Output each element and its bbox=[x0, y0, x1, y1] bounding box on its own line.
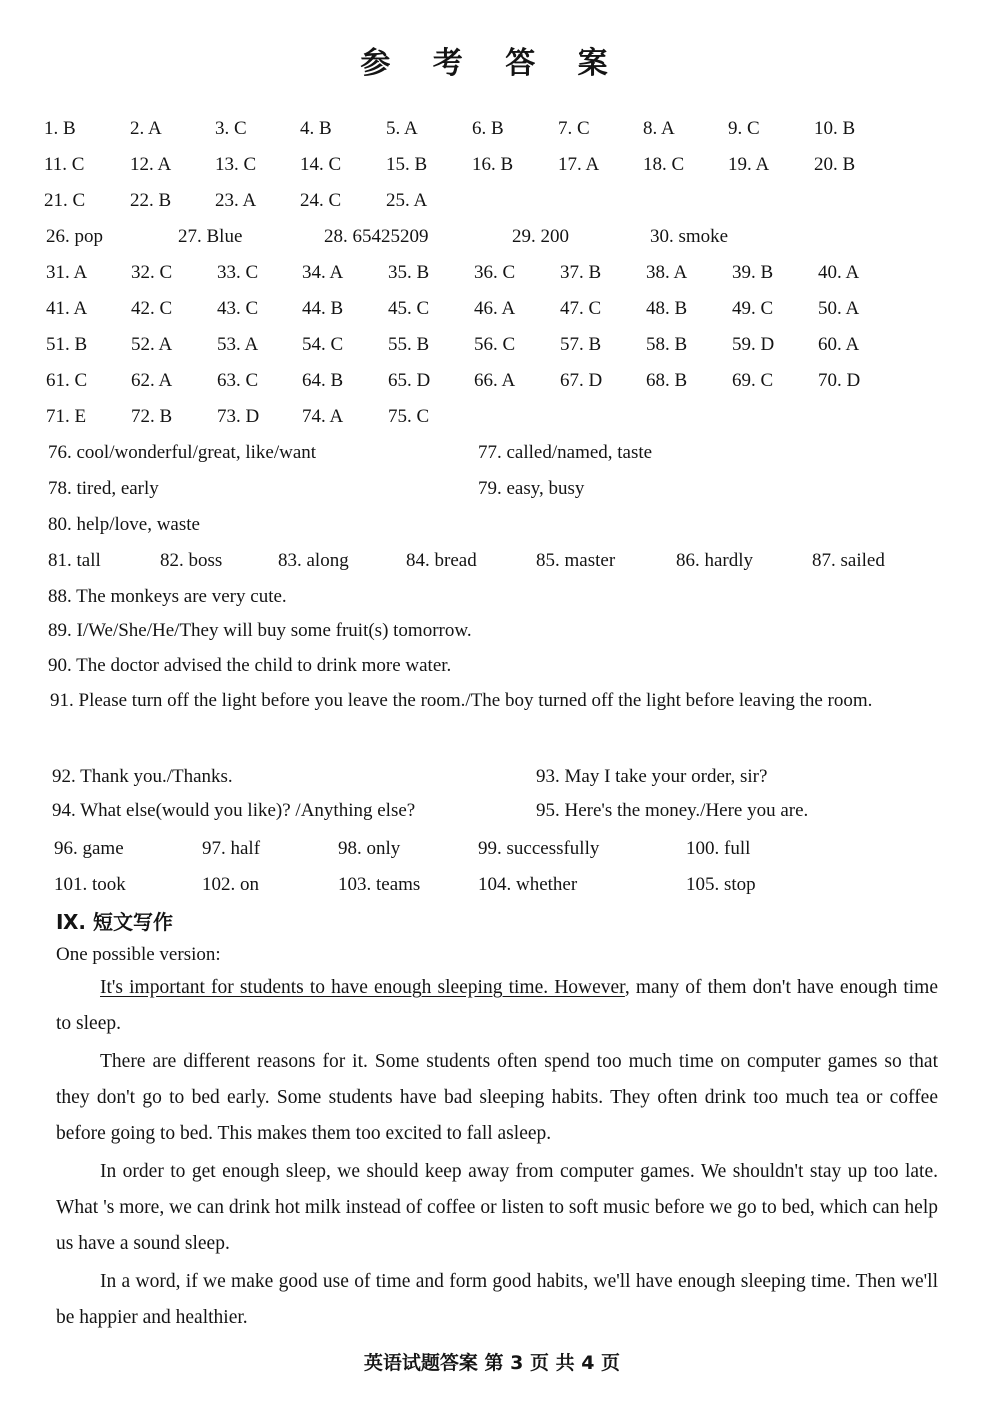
answer-item: 48. B bbox=[646, 298, 688, 319]
answer-item: 61. C bbox=[46, 370, 88, 391]
answer-item: 95. Here's the money./Here you are. bbox=[536, 800, 809, 821]
answer-row-71-75 bbox=[0, 406, 984, 434]
essay-intro: One possible version: bbox=[56, 944, 221, 965]
answer-row-101-105 bbox=[0, 874, 984, 902]
answer-row-21-25 bbox=[0, 190, 984, 218]
essay-paragraph-3: In order to get enough sleep, we should keep away from computer games. We shouldn't stay up too late. What 's more, we can drink hot milk instead of coffee or listen to soft music before we go to bed, which can help us have a sound sleep. bbox=[56, 1161, 938, 1254]
answer-row-61-70 bbox=[0, 370, 984, 398]
section-title: Ⅸ. 短文写作 bbox=[56, 910, 173, 934]
answer-item: 41. A bbox=[46, 298, 88, 319]
answer-item: 59. D bbox=[732, 334, 775, 355]
answer-item: 67. D bbox=[560, 370, 603, 391]
answer-item: 94. What else(would you like)? /Anything else? bbox=[52, 800, 416, 821]
answer-item: 37. B bbox=[560, 262, 602, 283]
answer-item: 4. B bbox=[300, 118, 332, 139]
answer-item: 98. only bbox=[338, 838, 401, 859]
answer-item: 71. E bbox=[46, 406, 87, 427]
answer-item: 56. C bbox=[474, 334, 516, 355]
answer-item: 79. easy, busy bbox=[478, 478, 585, 499]
answer-item: 62. A bbox=[131, 370, 173, 391]
answer-row-11-20 bbox=[0, 154, 984, 182]
answer-item: 85. master bbox=[536, 550, 616, 571]
answer-item: 68. B bbox=[646, 370, 688, 391]
answer-row-51-60 bbox=[0, 334, 984, 362]
answer-item: 22. B bbox=[130, 190, 172, 211]
answer-item: 65. D bbox=[388, 370, 431, 391]
answer-row-92-93 bbox=[0, 766, 984, 794]
essay-topic-sentence: It's important for students to have enough sleeping time. However bbox=[100, 977, 625, 998]
answer-item: 57. B bbox=[560, 334, 602, 355]
answer-item: 39. B bbox=[732, 262, 774, 283]
answer-item: 7. C bbox=[558, 118, 590, 139]
answer-item: 102. on bbox=[202, 874, 259, 895]
answer-item: 100. full bbox=[686, 838, 751, 859]
answer-row-94-95 bbox=[0, 800, 984, 828]
answer-item: 18. C bbox=[643, 154, 685, 175]
answer-item: 72. B bbox=[131, 406, 173, 427]
answer-item: 2. A bbox=[130, 118, 162, 139]
answer-item: 60. A bbox=[818, 334, 860, 355]
answer-item: 86. hardly bbox=[676, 550, 754, 571]
answer-item: 38. A bbox=[646, 262, 688, 283]
answer-item: 103. teams bbox=[338, 874, 421, 895]
essay-paragraph-2: There are different reasons for it. Some students often spend too much time on computer games so that they don't go to bed early. Some students have bad sleeping habits. They often drink too much tea or coffee before going to bed. This makes them too excited to fall asleep. bbox=[56, 1051, 938, 1144]
page-title: 参 考 答 案 bbox=[360, 46, 624, 81]
answer-item: 76. cool/wonderful/great, like/want bbox=[48, 442, 317, 463]
answer-item: 78. tired, early bbox=[48, 478, 159, 499]
answer-item: 88. The monkeys are very cute. bbox=[48, 586, 287, 607]
answer-row-81-87 bbox=[0, 550, 984, 578]
answer-item: 33. C bbox=[217, 262, 259, 283]
answer-item: 31. A bbox=[46, 262, 88, 283]
answer-item: 45. C bbox=[388, 298, 430, 319]
answer-item: 26. pop bbox=[46, 226, 103, 247]
essay-paragraph-1 bbox=[56, 970, 938, 1042]
essay-text: , many of them don't have enough time to sleep. bbox=[56, 977, 938, 1034]
answer-item: 44. B bbox=[302, 298, 344, 319]
answer-item: 5. A bbox=[386, 118, 418, 139]
answer-item: 14. C bbox=[300, 154, 342, 175]
answer-item: 104. whether bbox=[478, 874, 578, 895]
answer-item: 21. C bbox=[44, 190, 86, 211]
answer-item: 34. A bbox=[302, 262, 344, 283]
answer-item: 54. C bbox=[302, 334, 344, 355]
answer-item: 46. A bbox=[474, 298, 516, 319]
page-footer: 英语试题答案 第 3 页 共 4 页 bbox=[363, 1352, 621, 1374]
answer-row-78-79 bbox=[0, 478, 984, 506]
answer-item: 73. D bbox=[217, 406, 260, 427]
answer-item: 36. C bbox=[474, 262, 516, 283]
answer-item: 91. Please turn off the light before you leave the room./The boy turned off the light before leaving the room. bbox=[50, 690, 873, 711]
answer-item: 30. smoke bbox=[650, 226, 729, 247]
answer-item: 55. B bbox=[388, 334, 430, 355]
answer-item: 92. Thank you./Thanks. bbox=[52, 766, 233, 787]
answer-item: 99. successfully bbox=[478, 838, 600, 859]
answer-item: 74. A bbox=[302, 406, 344, 427]
answer-item: 19. A bbox=[728, 154, 770, 175]
answer-item: 42. C bbox=[131, 298, 173, 319]
answer-item: 29. 200 bbox=[512, 226, 569, 247]
answer-item: 93. May I take your order, sir? bbox=[536, 766, 768, 787]
answer-item: 12. A bbox=[130, 154, 172, 175]
answer-row-76-77 bbox=[0, 442, 984, 470]
answer-item: 89. I/We/She/He/They will buy some fruit(s) tomorrow. bbox=[48, 620, 472, 641]
answer-row-80 bbox=[0, 514, 984, 542]
answer-item: 84. bread bbox=[406, 550, 477, 571]
answer-item: 75. C bbox=[388, 406, 430, 427]
answer-row-1-10 bbox=[0, 118, 984, 146]
answer-item: 87. sailed bbox=[812, 550, 885, 571]
answer-item: 20. B bbox=[814, 154, 856, 175]
answer-item: 50. A bbox=[818, 298, 860, 319]
answer-item: 32. C bbox=[131, 262, 173, 283]
answer-item: 25. A bbox=[386, 190, 428, 211]
answer-item: 24. C bbox=[300, 190, 342, 211]
answer-item: 58. B bbox=[646, 334, 688, 355]
answer-item: 83. along bbox=[278, 550, 349, 571]
answer-item: 13. C bbox=[215, 154, 257, 175]
answer-row-26-30 bbox=[0, 226, 984, 254]
answer-item: 43. C bbox=[217, 298, 259, 319]
answer-item: 35. B bbox=[388, 262, 430, 283]
answer-row-96-100 bbox=[0, 838, 984, 866]
answer-item: 52. A bbox=[131, 334, 173, 355]
essay-paragraph-4: In a word, if we make good use of time and form good habits, we'll have enough sleeping time. Then we'll be happier and healthier. bbox=[56, 1271, 938, 1328]
answer-item: 1. B bbox=[44, 118, 76, 139]
answer-item: 90. The doctor advised the child to drink more water. bbox=[48, 655, 452, 676]
answer-item: 81. tall bbox=[48, 550, 101, 571]
answer-item: 105. stop bbox=[686, 874, 756, 895]
answer-item: 96. game bbox=[54, 838, 124, 859]
answer-item: 9. C bbox=[728, 118, 760, 139]
answer-item: 69. C bbox=[732, 370, 774, 391]
answer-item: 3. C bbox=[215, 118, 247, 139]
answer-row-31-40 bbox=[0, 262, 984, 290]
answer-item: 10. B bbox=[814, 118, 856, 139]
answer-item: 97. half bbox=[202, 838, 261, 859]
answer-item: 16. B bbox=[472, 154, 514, 175]
answer-item: 27. Blue bbox=[178, 226, 243, 247]
answer-item: 6. B bbox=[472, 118, 504, 139]
answer-item: 80. help/love, waste bbox=[48, 514, 200, 535]
answer-item: 47. C bbox=[560, 298, 602, 319]
answer-item: 70. D bbox=[818, 370, 861, 391]
answer-item: 64. B bbox=[302, 370, 344, 391]
answer-item: 17. A bbox=[558, 154, 600, 175]
answer-item: 101. took bbox=[54, 874, 126, 895]
answer-item: 15. B bbox=[386, 154, 428, 175]
answer-item: 77. called/named, taste bbox=[478, 442, 653, 463]
answer-item: 11. C bbox=[44, 154, 85, 175]
answer-item: 63. C bbox=[217, 370, 259, 391]
answer-item: 82. boss bbox=[160, 550, 223, 571]
answer-item: 49. C bbox=[732, 298, 774, 319]
answer-item: 8. A bbox=[643, 118, 675, 139]
answer-row-41-50 bbox=[0, 298, 984, 326]
answer-item: 40. A bbox=[818, 262, 860, 283]
answer-item: 66. A bbox=[474, 370, 516, 391]
answer-item: 53. A bbox=[217, 334, 259, 355]
answer-item: 23. A bbox=[215, 190, 257, 211]
answer-item: 51. B bbox=[46, 334, 88, 355]
answer-item: 28. 65425209 bbox=[324, 226, 429, 247]
